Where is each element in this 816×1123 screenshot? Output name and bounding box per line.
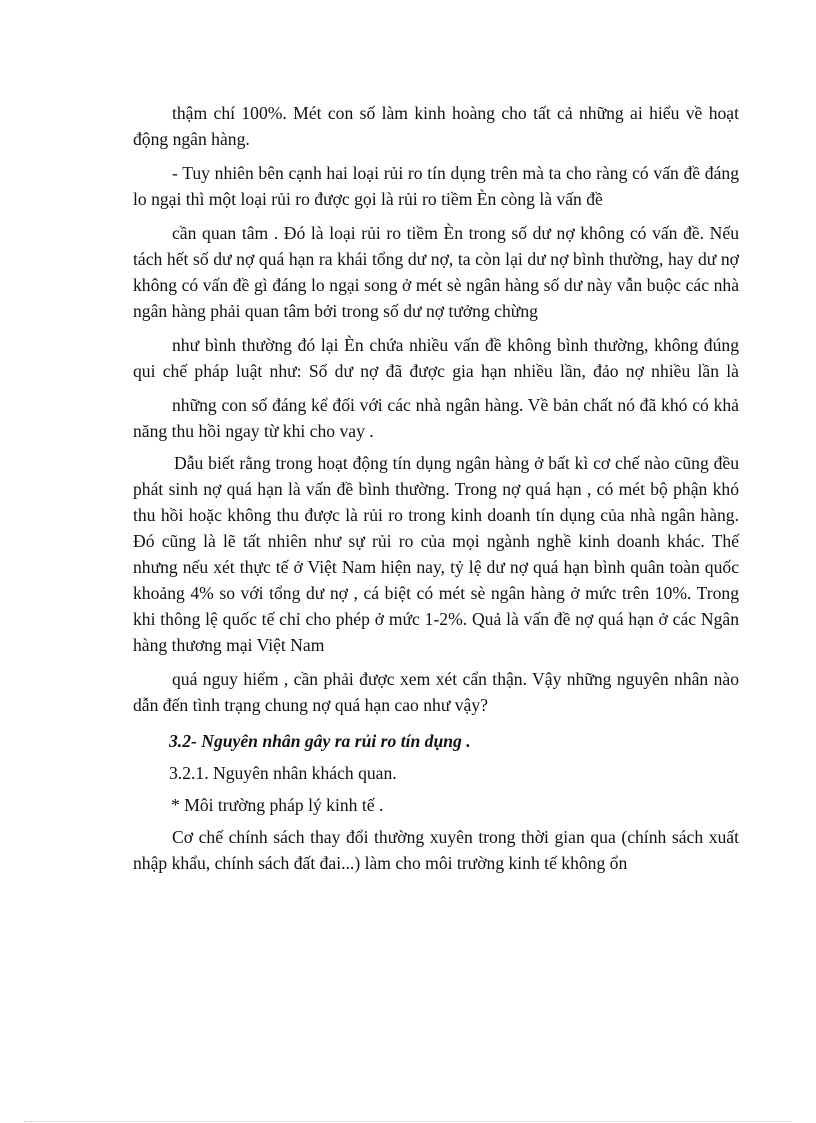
paragraph-6: Dẫu biết rằng trong hoạt động tín dụng ngân hàng ở bất kì cơ chế nào cũng đều phát sinh nợ quá hạn là vấn đề bình thường. Trong nợ quá hạn , có mét bộ phận khó thu hồi hoặc không thu được là rủi ro trong kinh doanh tín dụng của nhà ngân hàng. Đó cũng là lẽ tất nhiên như sự rủi ro của mọi ngành nghề kinh doanh khác. Thế nhưng nếu xét thực tế ở Việt Nam hiện nay, tỷ lệ dư nợ quá hạn bình quân toàn quốc khoảng 4% so với tổng dư nợ , cá biệt có mét sè ngân hàng ở mức trên 10%. Trong khi thông lệ quốc tế chỉ cho phép ở mức 1-2%. Quả là vấn đề nợ quá hạn ở các Ngân hàng thương mại Việt Nam <box>133 453 739 655</box>
paragraph-4: như bình thường đó lại Èn chứa nhiều vấn đề không bình thường, không đúng qui chế pháp luật như: Số dư nợ đã được gia hạn nhiều lần, đảo nợ nhiều lần là <box>133 335 739 381</box>
bullet-item: * Môi trường pháp lý kinh tế . <box>171 795 384 815</box>
page-bottom-divider <box>24 1121 792 1122</box>
document-body <box>133 100 739 876</box>
paragraph-2: - Tuy nhiên bên cạnh hai loại rủi ro tín dụng trên mà ta cho ràng có vấn đề đáng lo ngại thì một loại rủi ro được gọi là rủi ro tiềm Èn còng là vấn đề <box>133 163 739 209</box>
paragraph-1: thậm chí 100%. Mét con số làm kinh hoàng cho tất cả những ai hiểu về hoạt động ngân hàng. <box>133 103 739 149</box>
paragraph-5: những con số đáng kể đối với các nhà ngân hàng. Về bản chất nó đã khó có khả năng thu hồi ngay từ khi cho vay . <box>133 395 739 441</box>
subsection-heading: 3.2.1. Nguyên nhân khách quan. <box>169 763 397 783</box>
paragraph-7: quá nguy hiểm , cần phải được xem xét cẩn thận. Vậy những nguyên nhân nào dẫn đến tình trạng chung nợ quá hạn cao như vậy? <box>133 669 739 715</box>
closing-paragraph: Cơ chế chính sách thay đổi thường xuyên trong thời gian qua (chính sách xuất nhập khẩu, chính sách đất đai...) làm cho môi trường kinh tế không ổn <box>133 827 739 873</box>
section-heading: 3.2- Nguyên nhân gây ra rủi ro tín dụng . <box>169 731 471 751</box>
paragraph-3: cần quan tâm . Đó là loại rủi ro tiềm Èn trong số dư nợ không có vấn đề. Nếu tách hết số dư nợ quá hạn ra khái tổng dư nợ, ta còn lại dư nợ bình thường, hay dư nợ không có vấn đề gì đáng lo ngại song ở mét sè ngân hàng số dư này vẫn buộc các nhà ngân hàng phải quan tâm bởi trong số dư nợ tưởng chừng <box>133 223 739 321</box>
